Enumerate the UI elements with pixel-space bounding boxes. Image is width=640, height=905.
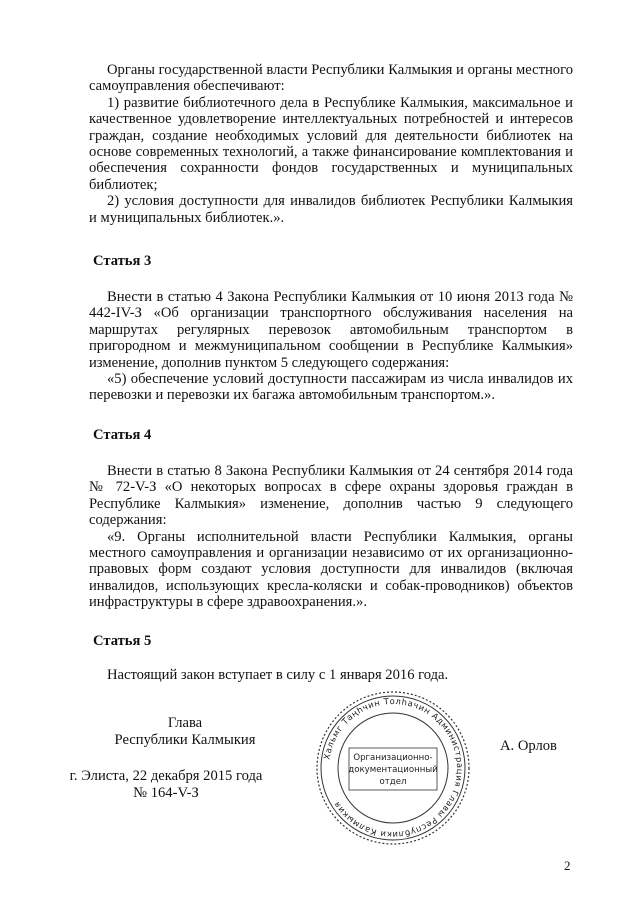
signatory-name: А. Орлов [500,738,557,754]
article-4-body [89,463,573,611]
article-3-text: Внести в статью 4 Закона Республики Калмыкия от 10 июня 2013 года № 442-IV-З «Об организации транспортного обслуживания населения на маршрутах регулярных перевозок автомобильным транспортом в пригородном и межмуниципальном сообщении в Республике Калмыкия» изменение, дополнив пунктом 5 следующего содержания: [89,289,573,371]
place-and-date [56,768,276,801]
article-3-quote: «5) обеспечение условий доступности пассажирам из числа инвалидов их перевозки и перевозки их багажа автомобильным транспортом.». [89,371,573,404]
page-number: 2 [564,858,571,873]
intro-paragraph: Органы государственной власти Республики Калмыкия и органы местного самоуправления обеспечивают: [89,62,573,95]
seal-inner-line-3: отдел [379,777,407,787]
official-seal-stamp [313,688,473,848]
article-4-quote: «9. Органы исполнительной власти Республики Калмыкия, органы местного самоуправления и организации независимо от их организационно-правовых форм создают условия доступности для инвалидов (включая инвалидов, использующих кресла-коляски и собак-проводников) объектов инфраструктуры в сфере здравоохранения.». [89,528,573,611]
place-date-line: г. Элиста, 22 декабря 2015 года [69,768,263,784]
signatory-title-line-1: Глава [167,715,203,731]
article-4-heading: Статья 4 [93,427,152,443]
article-5-heading: Статья 5 [93,633,152,649]
article-3-body [89,289,573,404]
signatory-title-line-2: Республики Калмыкия [114,731,256,748]
signatory-title [100,715,270,748]
intro-block [89,62,573,226]
article-5-text: Настоящий закон вступает в силу с 1 января 2016 года. [107,667,449,683]
law-number: № 164-V-З [133,784,199,801]
article-4-text: Внести в статью 8 Закона Республики Калмыкия от 24 сентября 2014 года № 72-V-З «О некоторых вопросах в сфере охраны здоровья граждан в Республике Калмыкия» изменение, дополнив частью 9 следующего содержания: [89,463,573,529]
article-5-body [89,667,573,683]
intro-item-1: 1) развитие библиотечного дела в Республике Калмыкия, максимальное и качественное удовлетворение интеллектуальных потребностей и интересов граждан, создание необходимых условий для деятельности библиотек на основе современных технологий, а также финансирование комплектования и обеспечения сохранности фондов государственных и муниципальных библиотек; [89,94,573,193]
seal-inner-line-1: Организационно- [353,753,433,763]
article-3-heading: Статья 3 [93,253,152,269]
seal-outer-text: Хальмг Таңһчин Толһачин Администрация Главы Республики Калмыкия [321,695,466,841]
intro-item-2: 2) условия доступности для инвалидов библиотек Республики Калмыкия и муниципальных библиотек.». [89,193,573,226]
seal-inner-line-2: документационный [348,765,438,775]
